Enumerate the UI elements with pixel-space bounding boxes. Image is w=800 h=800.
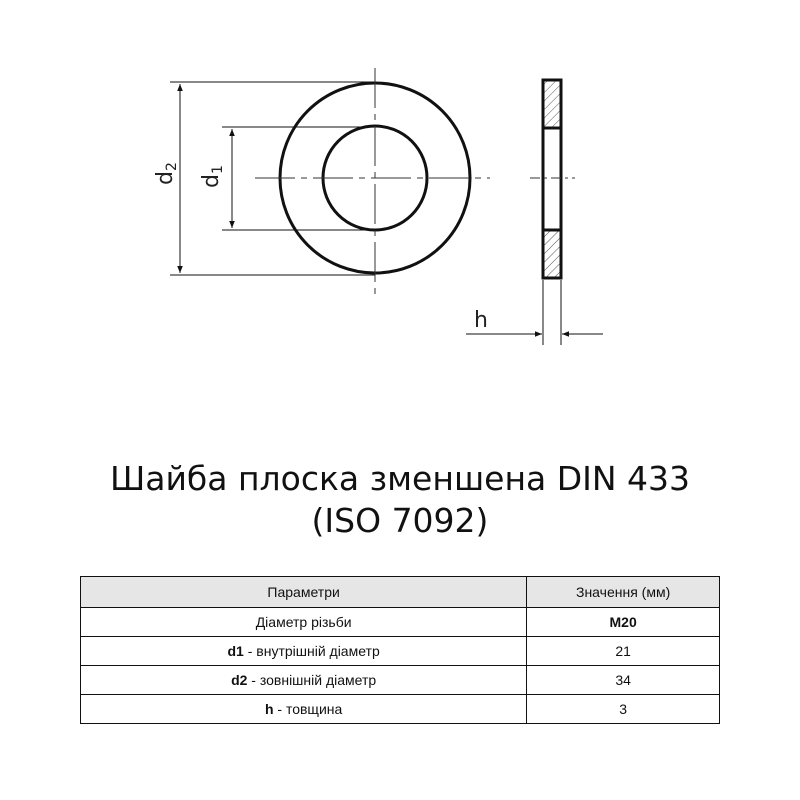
table-row xyxy=(81,608,720,637)
table-header-row xyxy=(81,577,720,608)
row-d2-name: d2 - зовнішній діаметр xyxy=(81,666,527,695)
h-dimension xyxy=(466,280,603,345)
row-d1-name: d1 - внутрішній діаметр xyxy=(81,637,527,666)
washer-side-view xyxy=(530,80,575,278)
title-line-1: Шайба плоска зменшена DIN 433 xyxy=(109,459,691,498)
table-row xyxy=(81,695,720,724)
header-parameters: Параметри xyxy=(81,577,527,608)
row-thread-diameter-value: M20 xyxy=(527,608,720,637)
row-h-value: 3 xyxy=(527,695,720,724)
h-label: h xyxy=(474,308,488,333)
title-line-2: (ISO 7092) xyxy=(311,501,489,540)
side-section-middle xyxy=(543,128,561,230)
washer-front-view xyxy=(255,68,490,295)
row-d1-value: 21 xyxy=(527,637,720,666)
row-thread-diameter-name: Діаметр різьби xyxy=(81,608,527,637)
d1-label: d1 xyxy=(199,165,226,188)
row-d2-value: 34 xyxy=(527,666,720,695)
product-title xyxy=(0,458,800,542)
row-h-name: h - товщина xyxy=(81,695,527,724)
d2-label: d2 xyxy=(153,162,180,185)
washer-technical-drawing xyxy=(0,0,800,380)
table-row xyxy=(81,666,720,695)
side-section-bottom xyxy=(543,230,561,278)
side-section-top xyxy=(543,80,561,128)
specifications-table xyxy=(80,576,720,724)
table-row xyxy=(81,637,720,666)
header-values: Значення (мм) xyxy=(527,577,720,608)
